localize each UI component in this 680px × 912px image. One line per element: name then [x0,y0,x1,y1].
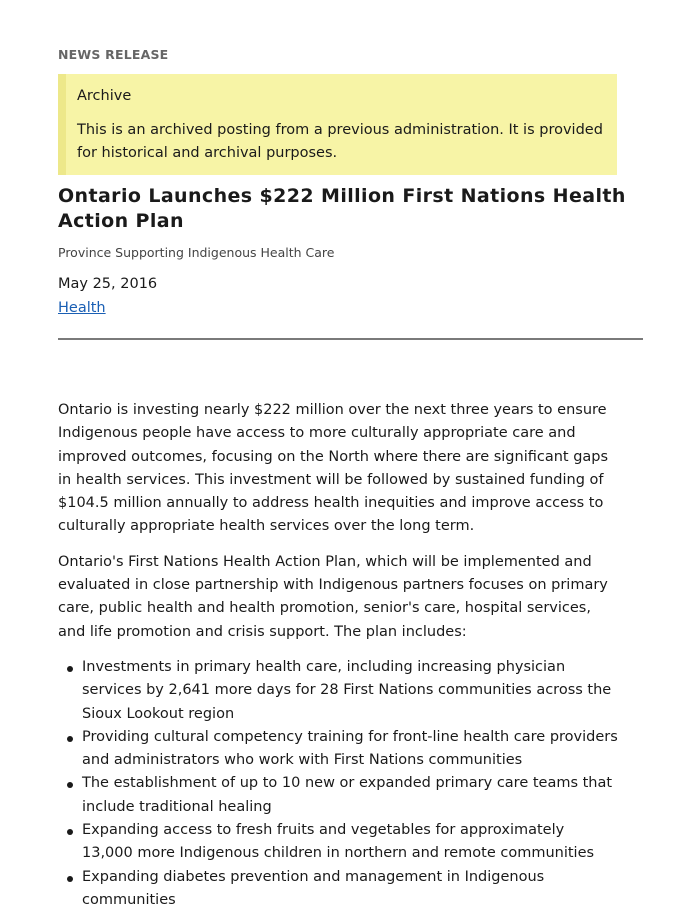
plan-list-item-text: Providing cultural competency training for front-line health care providers and administrators who work with First Nations communities [82,728,618,769]
article-paragraph: Ontario's First Nations Health Action Plan, which will be implemented and evaluated in close partnership with Indigenous partners focuses on primary care, public health and health promotion, senior's care, hospital services, and life promotion and crisis support. The plan includes: [58,553,608,640]
article-paragraph: Ontario is investing nearly $222 million over the next three years to ensure Indigenous people have access to more culturally appropriate care and improved outcomes, focusing on the North where there are significant gaps in health services. This investment will be followed by sustained funding of $104.5 million annually to address health inequities and improve access to culturally appropriate health services over the long term. [58,402,609,535]
bullet-icon [67,666,73,672]
plan-list-item [58,866,618,912]
bullet-icon [67,736,73,742]
news-release-label: NEWS RELEASE [58,47,169,62]
article-subheadline: Province Supporting Indigenous Health Care [58,245,335,260]
plan-list-item-text: Expanding access to fresh fruits and vegetables for approximately 13,000 more Indigenous children in northern and remote communities [82,822,595,862]
plan-list-item [58,819,618,866]
plan-list-item [58,726,618,773]
bullet-icon [67,876,73,882]
plan-list-item-text: Investments in primary health care, including increasing physician services by 2,641 more days for 28 First Nations communities across the Sioux Lookout region [82,658,612,722]
archive-notice-title: Archive [77,88,132,104]
article-date: May 25, 2016 [58,276,158,292]
topic-link-health[interactable]: Health [58,300,106,316]
archive-notice-text: This is an archived posting from a previous administration. It is provided for historical and archival purposes. [77,122,603,161]
plan-list-item-text: Expanding diabetes prevention and management in Indigenous communities [82,868,545,908]
plan-list-item-text: The establishment of up to 10 new or expanded primary care teams that include traditional healing [82,775,613,815]
bullet-icon [67,829,73,835]
plan-list-item [58,656,618,726]
plan-list [58,656,618,912]
bullet-icon [67,782,73,788]
archive-notice [58,74,617,175]
article-headline: Ontario Launches $222 Million First Nations Health Action Plan [58,185,626,232]
article-body [58,399,618,912]
plan-list-item [58,772,618,819]
section-divider [58,338,643,340]
